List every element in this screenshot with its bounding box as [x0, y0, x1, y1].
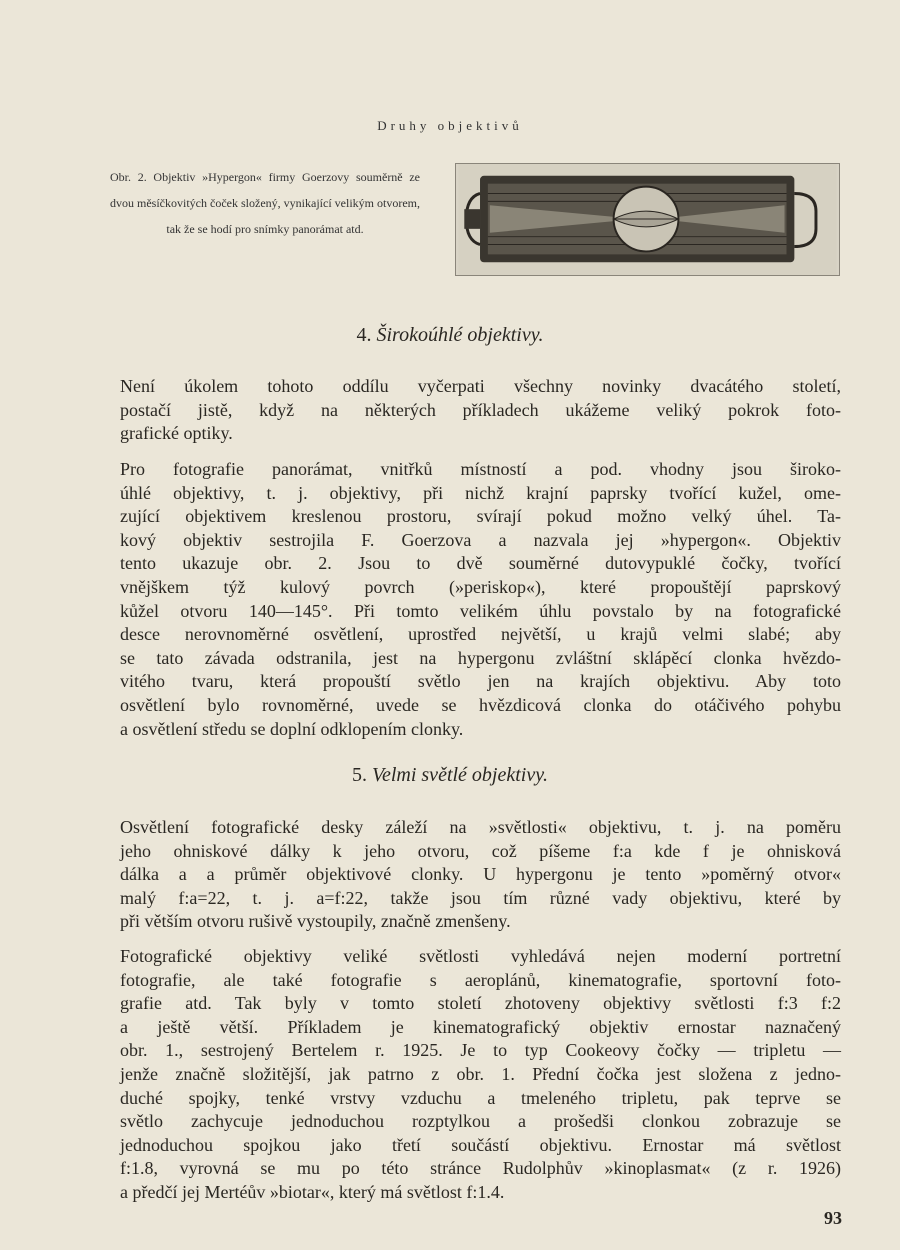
section-number: 5. — [351, 764, 367, 786]
page-number: 93 — [824, 1208, 842, 1228]
figure-caption: Obr. 2. Objektiv »Hypergon« firmy Goerzovy souměrně ze dvou měsíčkovitých čoček složený, vynikající velikým otvorem, tak že se hodí pro snímky panorámat atd. — [110, 170, 420, 236]
text-line: světlo zachycuje jednoduchou rozptylkou a prošedši clonkou zobrazuje se — [120, 1111, 841, 1132]
section-heading-4 — [0, 324, 900, 347]
text-line: vitého tvaru, která propouští světlo jen na krajích objektivu. Aby toto — [120, 671, 841, 692]
paragraph-4 — [120, 945, 841, 1205]
text-line: jeho ohniskové dálky k jeho otvoru, což píšeme f:a kde f je ohnisková — [120, 840, 841, 861]
text-line: obr. 1., sestrojený Bertelem r. 1925. Je to typ Cookeovy čočky — tripletu — — [120, 1040, 841, 1061]
text-line: úhlé objektivy, t. j. objektivy, při nichž krajní paprsky tvořící kužel, ome- — [120, 482, 841, 503]
figure-hypergon-image — [455, 163, 840, 276]
text-line: Není úkolem tohoto oddílu vyčerpati všechny novinky dvacátého století, — [120, 376, 841, 396]
text-line: a předčí jej Mertéův »biotar«, který má světlost f:1.4. — [120, 1181, 505, 1202]
text-line: grafické optiky. — [120, 423, 233, 444]
text-line: grafie atd. Tak byly v tomto století zhotoveny objektivy světlosti f:3 f:2 — [120, 993, 841, 1014]
text-line: kůžel otvoru 140—145°. Při tomto velikém úhlu povstalo by na fotografické — [120, 600, 841, 621]
text-line: desce nerovnoměrné osvětlení, uprostřed největší, u krajů velmi slabé; aby — [120, 624, 841, 645]
running-head: Druhy objektivů — [377, 118, 523, 133]
text-line: a ještě větší. Příkladem je kinematografický objektiv ernostar naznačený — [120, 1016, 841, 1037]
section-title: Velmi světlé objektivy. — [371, 764, 549, 786]
text-line: Osvětlení fotografické desky záleží na »světlosti« objektivu, t. j. na poměru — [120, 817, 841, 837]
text-line: vnějškem týž kulový povrch (»periskop«), které propouštějí paprskový — [120, 576, 841, 597]
text-line: fotografie, ale také fotografie s aeroplánů, kinematografie, sportovní foto- — [120, 969, 841, 990]
hypergon-lens-cross-section-icon — [456, 164, 839, 275]
text-line: f:1.8, vyrovná se mu po této stránce Rudolphův »kinoplasmat« (z r. 1926) — [120, 1158, 841, 1179]
section-heading-5 — [0, 764, 900, 787]
text-line: Pro fotografie panorámat, vnitřků místností a pod. vhodny jsou široko- — [120, 459, 841, 479]
text-line: zující objektivem kreslenou prostoru, svírají pokud možno velký úhel. Ta- — [120, 506, 841, 527]
text-line: dálka a a průměr objektivové clonky. U hypergonu je tento »poměrný otvor« — [120, 864, 841, 885]
text-line: Fotografické objektivy veliké světlosti vyhledává nejen moderní portretní — [120, 946, 841, 966]
text-line: a osvětlení středu se doplní odklopením clonky. — [120, 718, 464, 739]
section-title: Širokoúhlé objektivy. — [376, 324, 544, 346]
text-line: malý f:a=22, t. j. a=f:22, takže jsou tím různé vady objektivu, které by — [120, 887, 841, 908]
text-line: jenže značně složitější, jak patrno z obr. 1. Přední čočka jest složena z jedno- — [120, 1063, 841, 1084]
text-line: tento ukazuje obr. 2. Jsou to dvě souměrné dutovypuklé čočky, tvořící — [120, 553, 841, 574]
paragraph-2 — [120, 458, 841, 741]
text-line: při větším otvoru rušivě vystoupily, značně zmenšeny. — [120, 911, 511, 932]
text-line: jednoduchou spojkou jako třetí součástí objektivu. Ernostar má světlost — [120, 1134, 841, 1155]
text-line: postačí jistě, když na některých příkladech ukážeme veliký pokrok foto- — [120, 399, 841, 420]
paragraph-3 — [120, 816, 841, 934]
text-line: kový objektiv sestrojila F. Goerzova a nazvala jej »hypergon«. Objektiv — [120, 529, 841, 550]
text-line: osvětlení bylo rovnoměrné, uvede se hvězdicová clonka do otáčivého pohybu — [120, 694, 841, 715]
text-line: se tato závada odstranila, jest na hypergonu zvláštní sklápěcí clonka hvězdo- — [120, 647, 841, 668]
paragraph-1 — [120, 375, 841, 446]
text-line: duché spojky, tenké vrstvy vzduchu a tmeleného tripletu, pak teprve se — [120, 1087, 841, 1108]
section-number: 4. — [356, 324, 372, 346]
